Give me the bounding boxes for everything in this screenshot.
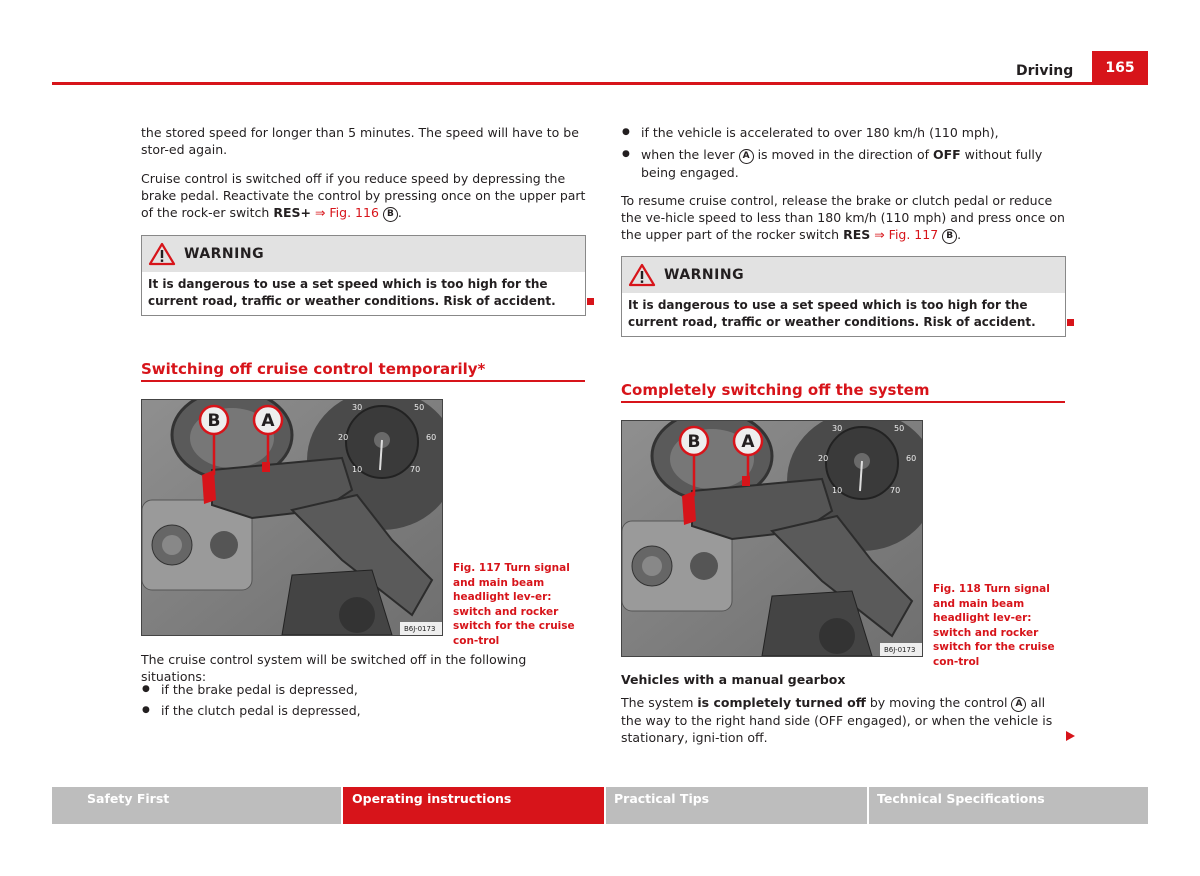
svg-text:60: 60: [906, 454, 917, 463]
heading-rule: [141, 380, 585, 382]
figure-reference-link[interactable]: ⇒ Fig. 116: [314, 205, 379, 220]
warning-box-left: [141, 235, 586, 316]
figure-label-b: B: [687, 432, 701, 452]
figure-label-a: A: [261, 411, 275, 431]
badge-b-icon: B: [942, 229, 957, 244]
end-marker: [1067, 319, 1074, 326]
figure-label-b: B: [207, 411, 221, 431]
heading-rule: [621, 401, 1065, 403]
svg-text:30: 30: [832, 424, 843, 433]
tab-safety-first[interactable]: Safety First: [52, 787, 341, 824]
badge-a-icon: A: [739, 149, 754, 164]
tab-technical-specifications[interactable]: Technical Specifications: [869, 787, 1148, 824]
svg-text:20: 20: [818, 454, 829, 463]
svg-text:10: 10: [352, 465, 363, 474]
left-bullet-clutch: ● if the clutch pedal is depressed,: [141, 702, 361, 719]
figure-reference-link[interactable]: ⇒ Fig. 117: [874, 227, 939, 242]
warning-title: WARNING: [184, 246, 265, 262]
left-paragraph-1: the stored speed for longer than 5 minutes. The speed will have to be stor-ed again.: [141, 125, 579, 157]
figure-code: B6J-0173: [884, 646, 916, 654]
svg-text:30: 30: [352, 403, 363, 412]
warning-triangle-icon: [628, 263, 656, 287]
right-bullet-lever: ● when the lever A is moved in the direction of OFF without fully being engaged.: [621, 146, 1071, 181]
tab-operating-instructions[interactable]: Operating instructions: [343, 787, 604, 824]
right-paragraph-resume: To resume cruise control, release the brake or clutch pedal or reduce the ve-hicle speed to less than 180 km/h (110 mph) and press once on the upper part of the rocker switch RES ⇒ Fig. 117 B .: [621, 193, 1065, 242]
left-paragraph-2: Cruise control is switched off if you reduce speed by depressing the brake pedal. Reactivate the control by pressing once on the upper part of the rock-er switch RES+ ⇒ Fig. 116 B .: [141, 171, 586, 220]
badge-b-icon: B: [383, 207, 398, 222]
tab-practical-tips[interactable]: Practical Tips: [606, 787, 867, 824]
svg-text:70: 70: [410, 465, 421, 474]
svg-text:20: 20: [338, 433, 349, 442]
warning-triangle-icon: [148, 242, 176, 266]
figure-117-caption: Fig. 117 Turn signal and main beam headlight lev-er: switch and rocker switch for the cruise con-trol: [453, 562, 575, 647]
svg-text:70: 70: [890, 486, 901, 495]
figure-118-image: [621, 420, 923, 657]
right-paragraph-turned-off: The system is completely turned off by moving the control A all the way to the right hand side (OFF engaged), or when the vehicle is stationary, igni-tion off.: [621, 695, 1053, 745]
left-intro-text: The cruise control system will be switched off in the following situations:: [141, 652, 527, 684]
warning-text: It is dangerous to use a set speed which is too high for the current road, traffic or weather conditions. Risk of accident.: [148, 277, 556, 308]
figure-118-caption: Fig. 118 Turn signal and main beam headlight lev-er: switch and rocker switch for the cruise con-trol: [933, 583, 1055, 668]
figure-code: B6J-0173: [404, 625, 436, 633]
subheading-manual-gearbox: Vehicles with a manual gearbox: [621, 672, 846, 687]
heading-completely-switching-off: Completely switching off the system: [621, 381, 930, 399]
warning-title: WARNING: [664, 267, 745, 283]
right-bullet-accelerated: ● if the vehicle is accelerated to over 180 km/h (110 mph),: [621, 124, 1071, 141]
header-rule: [52, 82, 1148, 85]
svg-text:50: 50: [414, 403, 425, 412]
end-marker: [587, 298, 594, 305]
figure-label-a: A: [741, 432, 755, 452]
heading-switching-off-temporarily: Switching off cruise control temporarily*: [141, 360, 486, 378]
warning-text: It is dangerous to use a set speed which is too high for the current road, traffic or weather conditions. Risk of accident.: [628, 298, 1036, 329]
warning-box-right: [621, 256, 1066, 337]
svg-text:60: 60: [426, 433, 437, 442]
svg-text:50: 50: [894, 424, 905, 433]
badge-a-icon: A: [1011, 697, 1026, 712]
svg-text:10: 10: [832, 486, 843, 495]
left-bullet-brake: ● if the brake pedal is depressed,: [141, 681, 358, 698]
page-number: 165: [1092, 51, 1148, 85]
figure-117-image: [141, 399, 443, 636]
continue-arrow-icon: [1066, 731, 1075, 741]
section-title: Driving: [1016, 63, 1074, 79]
